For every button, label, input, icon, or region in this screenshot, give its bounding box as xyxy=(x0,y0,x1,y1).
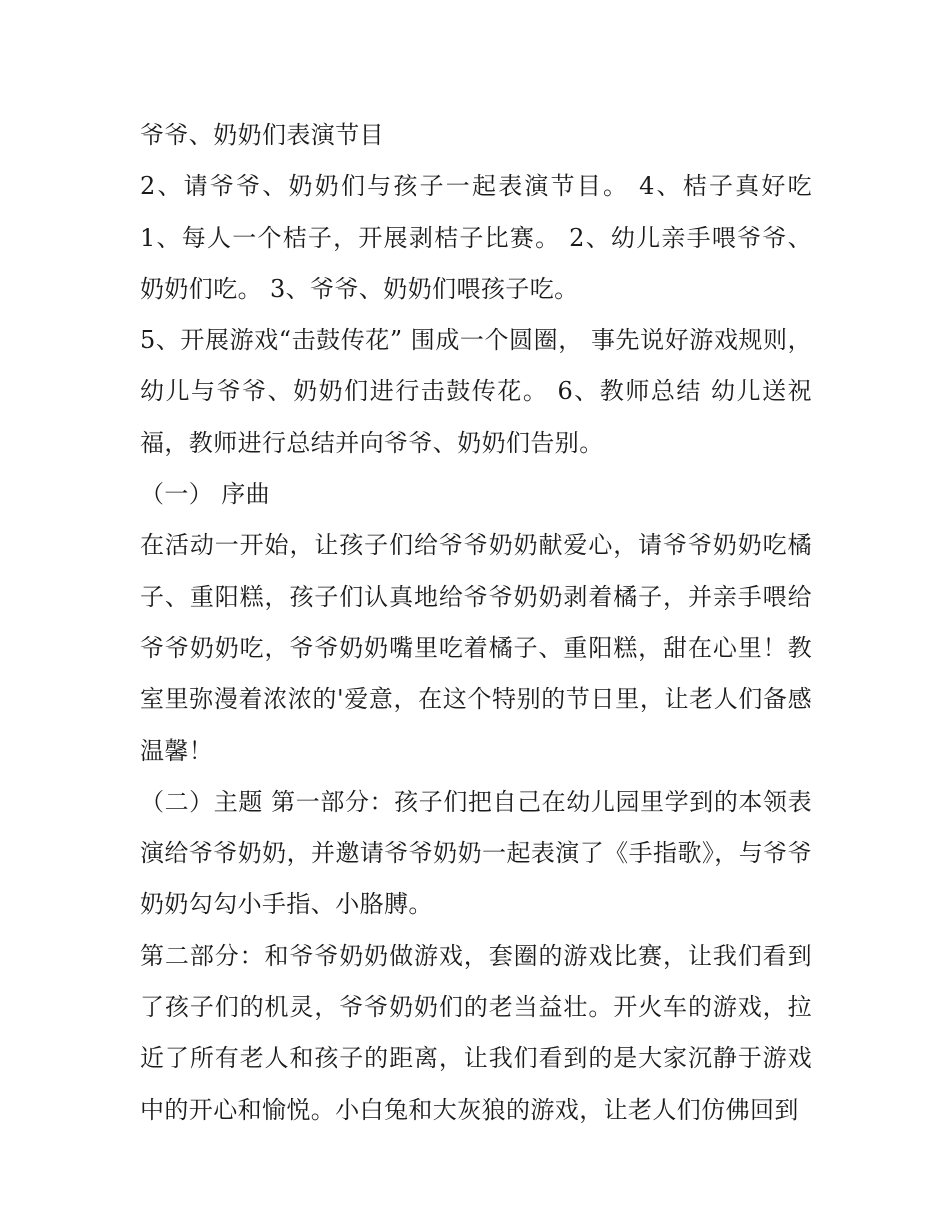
paragraph-heading-performance: 爷爷、奶奶们表演节目 xyxy=(140,121,384,149)
paragraph-activity-5-6: 5、开展游戏“击鼓传花” 围成一个圆圈， 事先说好游戏规则，幼儿与爷爷、奶奶们进行击鼓传花。 6、教师总结 幼儿送祝福，教师进行总结并向爷爷、奶奶们告别。 xyxy=(140,326,812,457)
document-body xyxy=(140,110,812,1136)
paragraph-theme-part-one: （二）主题 第一部分：孩子们把自己在幼儿园里学到的本领表演给爷爷奶奶，并邀请爷爷奶奶一起表演了《手指歌》，与爷爷奶奶勾勾小手指、小胳膊。 xyxy=(140,787,812,919)
paragraph-overture: 在活动一开始，让孩子们给爷爷奶奶献爱心，请爷爷奶奶吃橘子、重阳糕，孩子们认真地给爷爷奶奶剥着橘子，并亲手喂给爷爷奶奶吃，爷爷奶奶嘴里吃着橘子、重阳糕，甜在心里！教室里弥漫着浓浓的'爱意，在这个特别的节日里，让老人们备感温馨！ xyxy=(140,531,812,765)
section-heading-overture: （一） 序曲 xyxy=(140,480,271,509)
paragraph-theme-part-two: 第二部分：和爷爷奶奶做游戏，套圈的游戏比赛，让我们看到了孩子们的机灵，爷爷奶奶们的老当益壮。开火车的游戏，拉近了所有老人和孩子的距离，让我们看到的是大家沉静于游戏中的开心和愉悦。小白兔和大灰狼的游戏，让老人们仿佛回到 xyxy=(140,941,812,1124)
paragraph-activity-2-4: 2、请爷爷、奶奶们与孩子一起表演节目。 4、桔子真好吃 1、每人一个桔子，开展剥桔子比赛。 2、幼儿亲手喂爷爷、奶奶们吃。 3、爷爷、奶奶们喂孩子吃。 xyxy=(140,172,812,303)
